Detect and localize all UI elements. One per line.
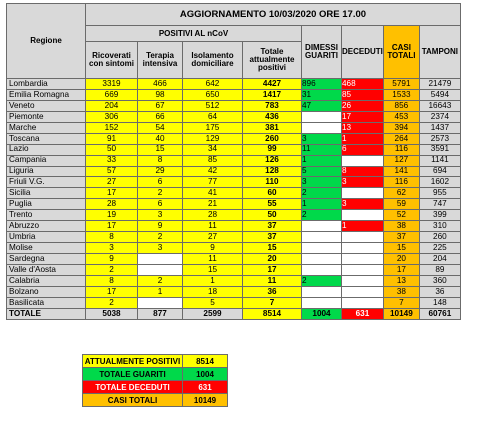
total-ricoverati-cell: 5038 [86, 308, 138, 319]
tamponi-cell: 2573 [419, 133, 460, 144]
totale-positivi-cell: 20 [243, 254, 302, 265]
ricoverati-cell: 306 [86, 111, 138, 122]
casi-cell: 856 [383, 100, 419, 111]
terapia-cell: 29 [138, 166, 183, 177]
isolamento-cell: 512 [183, 100, 243, 111]
casi-cell: 38 [383, 286, 419, 297]
ricoverati-cell: 669 [86, 89, 138, 100]
isolamento-cell: 21 [183, 199, 243, 210]
deceduti-cell [342, 286, 384, 297]
legend-label: ATTUALMENTE POSITIVI [83, 355, 183, 368]
ricoverati-cell: 50 [86, 144, 138, 155]
totale-positivi-cell: 126 [243, 155, 302, 166]
tamponi-cell: 3591 [419, 144, 460, 155]
total-deceduti-cell: 631 [342, 308, 384, 319]
dimessi-cell: 2 [302, 210, 342, 221]
region-header: Regione [7, 4, 86, 79]
isolamento-cell: 18 [183, 286, 243, 297]
legend-value: 8514 [183, 355, 228, 368]
casi-cell: 141 [383, 166, 419, 177]
terapia-cell: 54 [138, 122, 183, 133]
table-row [7, 122, 461, 133]
isolamento-header: Isolamento domiciliare [183, 42, 243, 79]
tamponi-cell: 225 [419, 243, 460, 254]
table-row [7, 100, 461, 111]
isolamento-cell: 1 [183, 275, 243, 286]
tamponi-cell: 260 [419, 232, 460, 243]
casi-cell: 453 [383, 111, 419, 122]
deceduti-cell: 85 [342, 89, 384, 100]
tamponi-cell: 1602 [419, 177, 460, 188]
ricoverati-cell: 152 [86, 122, 138, 133]
dimessi-cell [302, 111, 342, 122]
terapia-cell: 1 [138, 286, 183, 297]
isolamento-cell: 650 [183, 89, 243, 100]
dimessi-cell [302, 221, 342, 232]
casi-cell: 17 [383, 264, 419, 275]
terapia-cell: 466 [138, 79, 183, 90]
casi-cell: 15 [383, 243, 419, 254]
ricoverati-cell: 17 [86, 188, 138, 199]
deceduti-cell [342, 264, 384, 275]
table-row [7, 166, 461, 177]
region-cell: Liguria [7, 166, 86, 177]
dimessi-cell: 2 [302, 275, 342, 286]
terapia-cell: 98 [138, 89, 183, 100]
region-cell: Veneto [7, 100, 86, 111]
table-row [7, 286, 461, 297]
isolamento-cell: 41 [183, 188, 243, 199]
deceduti-cell [342, 188, 384, 199]
isolamento-cell: 77 [183, 177, 243, 188]
table-row [7, 221, 461, 232]
terapia-cell: 6 [138, 177, 183, 188]
dimessi-cell [302, 232, 342, 243]
table-row [7, 199, 461, 210]
dimessi-cell: 3 [302, 177, 342, 188]
deceduti-cell [342, 210, 384, 221]
ricoverati-cell: 2 [86, 297, 138, 308]
casi-cell: 1533 [383, 89, 419, 100]
table-row [7, 144, 461, 155]
casi-cell: 116 [383, 177, 419, 188]
legend-row [83, 355, 228, 368]
table-row [7, 155, 461, 166]
isolamento-cell: 9 [183, 243, 243, 254]
totale-positivi-cell: 783 [243, 100, 302, 111]
totale-positivi-cell: 110 [243, 177, 302, 188]
table-row [7, 177, 461, 188]
casi-cell: 62 [383, 188, 419, 199]
dimessi-header: DIMESSI GUARITI [302, 26, 342, 79]
totale-positivi-cell: 128 [243, 166, 302, 177]
legend-table [82, 354, 228, 407]
tamponi-cell: 310 [419, 221, 460, 232]
dimessi-cell: 1 [302, 155, 342, 166]
dimessi-cell [302, 297, 342, 308]
deceduti-cell: 17 [342, 111, 384, 122]
totale-positivi-cell: 17 [243, 264, 302, 275]
ricoverati-cell: 8 [86, 232, 138, 243]
totale-positivi-cell: 99 [243, 144, 302, 155]
tamponi-cell: 2374 [419, 111, 460, 122]
isolamento-cell: 15 [183, 264, 243, 275]
region-cell: Marche [7, 122, 86, 133]
deceduti-cell: 3 [342, 199, 384, 210]
total-totale-positivi-cell: 8514 [243, 308, 302, 319]
casi-cell: 7 [383, 297, 419, 308]
tamponi-cell: 955 [419, 188, 460, 199]
casi-cell: 20 [383, 254, 419, 265]
totale-positivi-cell: 7 [243, 297, 302, 308]
covid-region-table [6, 3, 461, 320]
deceduti-cell [342, 243, 384, 254]
total-dimessi-cell: 1004 [302, 308, 342, 319]
dimessi-cell [302, 243, 342, 254]
terapia-cell: 8 [138, 155, 183, 166]
terapia-header: Terapia intensiva [138, 42, 183, 79]
dimessi-cell: 5 [302, 166, 342, 177]
dimessi-cell: 47 [302, 100, 342, 111]
dimessi-cell: 896 [302, 79, 342, 90]
terapia-cell: 2 [138, 275, 183, 286]
isolamento-cell: 11 [183, 254, 243, 265]
table-row [7, 89, 461, 100]
region-cell: Puglia [7, 199, 86, 210]
deceduti-cell: 1 [342, 221, 384, 232]
region-cell: Molise [7, 243, 86, 254]
totals-row [7, 308, 461, 319]
totale-positivi-cell: 37 [243, 232, 302, 243]
totale-positivi-cell: 4427 [243, 79, 302, 90]
tamponi-cell: 36 [419, 286, 460, 297]
totale-positivi-cell: 381 [243, 122, 302, 133]
positivi-group-header: POSITIVI AL nCoV [86, 26, 302, 42]
tamponi-cell: 360 [419, 275, 460, 286]
region-cell: Bolzano [7, 286, 86, 297]
totale-positivi-cell: 15 [243, 243, 302, 254]
table-row [7, 111, 461, 122]
ricoverati-cell: 2 [86, 264, 138, 275]
tamponi-cell: 204 [419, 254, 460, 265]
isolamento-cell: 28 [183, 210, 243, 221]
region-cell: Calabria [7, 275, 86, 286]
table-row [7, 297, 461, 308]
legend-value: 631 [183, 381, 228, 394]
ricoverati-cell: 91 [86, 133, 138, 144]
deceduti-cell [342, 155, 384, 166]
legend-label: TOTALE DECEDUTI [83, 381, 183, 394]
totale-positivi-cell: 260 [243, 133, 302, 144]
ricoverati-header: Ricoverati con sintomi [86, 42, 138, 79]
totale-positivi-cell: 50 [243, 210, 302, 221]
deceduti-cell: 13 [342, 122, 384, 133]
totale-positivi-cell: 11 [243, 275, 302, 286]
deceduti-cell: 26 [342, 100, 384, 111]
casi-cell: 264 [383, 133, 419, 144]
terapia-cell: 2 [138, 188, 183, 199]
deceduti-cell [342, 232, 384, 243]
casi-cell: 59 [383, 199, 419, 210]
casi-cell: 13 [383, 275, 419, 286]
region-cell: Emilia Romagna [7, 89, 86, 100]
casi-cell: 394 [383, 122, 419, 133]
casi-cell: 116 [383, 144, 419, 155]
totale-positivi-cell: 37 [243, 221, 302, 232]
deceduti-cell: 6 [342, 144, 384, 155]
isolamento-cell: 42 [183, 166, 243, 177]
ricoverati-cell: 9 [86, 254, 138, 265]
totale-positivi-cell: 436 [243, 111, 302, 122]
isolamento-cell: 34 [183, 144, 243, 155]
dimessi-cell: 11 [302, 144, 342, 155]
table-row [7, 264, 461, 275]
table-row [7, 243, 461, 254]
dimessi-cell [302, 254, 342, 265]
region-cell: Lombardia [7, 79, 86, 90]
region-cell: Lazio [7, 144, 86, 155]
terapia-cell: 6 [138, 199, 183, 210]
isolamento-cell: 85 [183, 155, 243, 166]
region-cell: Basilicata [7, 297, 86, 308]
total-isolamento-cell: 2599 [183, 308, 243, 319]
update-title: AGGIORNAMENTO 10/03/2020 ORE 17.00 [86, 4, 461, 26]
terapia-cell [138, 254, 183, 265]
region-cell: Sicilia [7, 188, 86, 199]
terapia-cell: 67 [138, 100, 183, 111]
isolamento-cell: 129 [183, 133, 243, 144]
dimessi-cell: 31 [302, 89, 342, 100]
ricoverati-cell: 17 [86, 286, 138, 297]
ricoverati-cell: 19 [86, 210, 138, 221]
terapia-cell: 3 [138, 243, 183, 254]
terapia-cell: 3 [138, 210, 183, 221]
ricoverati-cell: 3 [86, 243, 138, 254]
tamponi-cell: 16643 [419, 100, 460, 111]
casi-cell: 127 [383, 155, 419, 166]
region-cell: Friuli V.G. [7, 177, 86, 188]
ricoverati-cell: 17 [86, 221, 138, 232]
table-row [7, 188, 461, 199]
dimessi-cell [302, 264, 342, 275]
region-cell: Sardegna [7, 254, 86, 265]
totale-positivi-header: Totale attualmente positivi [243, 42, 302, 79]
table-row [7, 133, 461, 144]
tamponi-cell: 747 [419, 199, 460, 210]
total-terapia-cell: 877 [138, 308, 183, 319]
deceduti-cell [342, 254, 384, 265]
tamponi-cell: 1141 [419, 155, 460, 166]
table-row [7, 232, 461, 243]
deceduti-cell: 468 [342, 79, 384, 90]
totale-positivi-cell: 1417 [243, 89, 302, 100]
isolamento-cell: 175 [183, 122, 243, 133]
terapia-cell: 9 [138, 221, 183, 232]
tamponi-cell: 148 [419, 297, 460, 308]
isolamento-cell: 64 [183, 111, 243, 122]
region-cell: Campania [7, 155, 86, 166]
deceduti-cell: 1 [342, 133, 384, 144]
isolamento-cell: 27 [183, 232, 243, 243]
table-row [7, 254, 461, 265]
region-cell: Toscana [7, 133, 86, 144]
casi-cell: 38 [383, 221, 419, 232]
region-cell: Abruzzo [7, 221, 86, 232]
region-cell: Trento [7, 210, 86, 221]
table-row [7, 79, 461, 90]
legend-row [83, 368, 228, 381]
table-row [7, 210, 461, 221]
tamponi-cell: 5494 [419, 89, 460, 100]
dimessi-cell [302, 286, 342, 297]
table-row [7, 275, 461, 286]
legend-row [83, 394, 228, 407]
deceduti-cell: 8 [342, 166, 384, 177]
legend-value: 10149 [183, 394, 228, 407]
tamponi-header: TAMPONI [419, 26, 460, 79]
region-cell: Umbria [7, 232, 86, 243]
terapia-cell [138, 297, 183, 308]
region-cell: Valle d'Aosta [7, 264, 86, 275]
total-casi-cell: 10149 [383, 308, 419, 319]
tamponi-cell: 1437 [419, 122, 460, 133]
region-cell: Piemonte [7, 111, 86, 122]
totale-positivi-cell: 55 [243, 199, 302, 210]
casi-header: CASI TOTALI [383, 26, 419, 79]
dimessi-cell: 1 [302, 199, 342, 210]
dimessi-cell: 3 [302, 133, 342, 144]
dimessi-cell [302, 122, 342, 133]
terapia-cell: 40 [138, 133, 183, 144]
dimessi-cell: 2 [302, 188, 342, 199]
ricoverati-cell: 57 [86, 166, 138, 177]
terapia-cell: 66 [138, 111, 183, 122]
totale-positivi-cell: 60 [243, 188, 302, 199]
total-region-cell: TOTALE [7, 308, 86, 319]
deceduti-cell: 3 [342, 177, 384, 188]
legend-label: CASI TOTALI [83, 394, 183, 407]
ricoverati-cell: 204 [86, 100, 138, 111]
isolamento-cell: 11 [183, 221, 243, 232]
casi-cell: 5791 [383, 79, 419, 90]
terapia-cell: 15 [138, 144, 183, 155]
totale-positivi-cell: 36 [243, 286, 302, 297]
terapia-cell [138, 264, 183, 275]
ricoverati-cell: 3319 [86, 79, 138, 90]
ricoverati-cell: 27 [86, 177, 138, 188]
isolamento-cell: 642 [183, 79, 243, 90]
total-tamponi-cell: 60761 [419, 308, 460, 319]
deceduti-cell [342, 275, 384, 286]
isolamento-cell: 5 [183, 297, 243, 308]
casi-cell: 37 [383, 232, 419, 243]
ricoverati-cell: 33 [86, 155, 138, 166]
casi-cell: 52 [383, 210, 419, 221]
legend-label: TOTALE GUARITI [83, 368, 183, 381]
tamponi-cell: 89 [419, 264, 460, 275]
legend-row [83, 381, 228, 394]
ricoverati-cell: 8 [86, 275, 138, 286]
terapia-cell: 2 [138, 232, 183, 243]
tamponi-cell: 694 [419, 166, 460, 177]
legend-value: 1004 [183, 368, 228, 381]
ricoverati-cell: 28 [86, 199, 138, 210]
tamponi-cell: 21479 [419, 79, 460, 90]
deceduti-cell [342, 297, 384, 308]
tamponi-cell: 399 [419, 210, 460, 221]
deceduti-header: DECEDUTI [342, 26, 384, 79]
